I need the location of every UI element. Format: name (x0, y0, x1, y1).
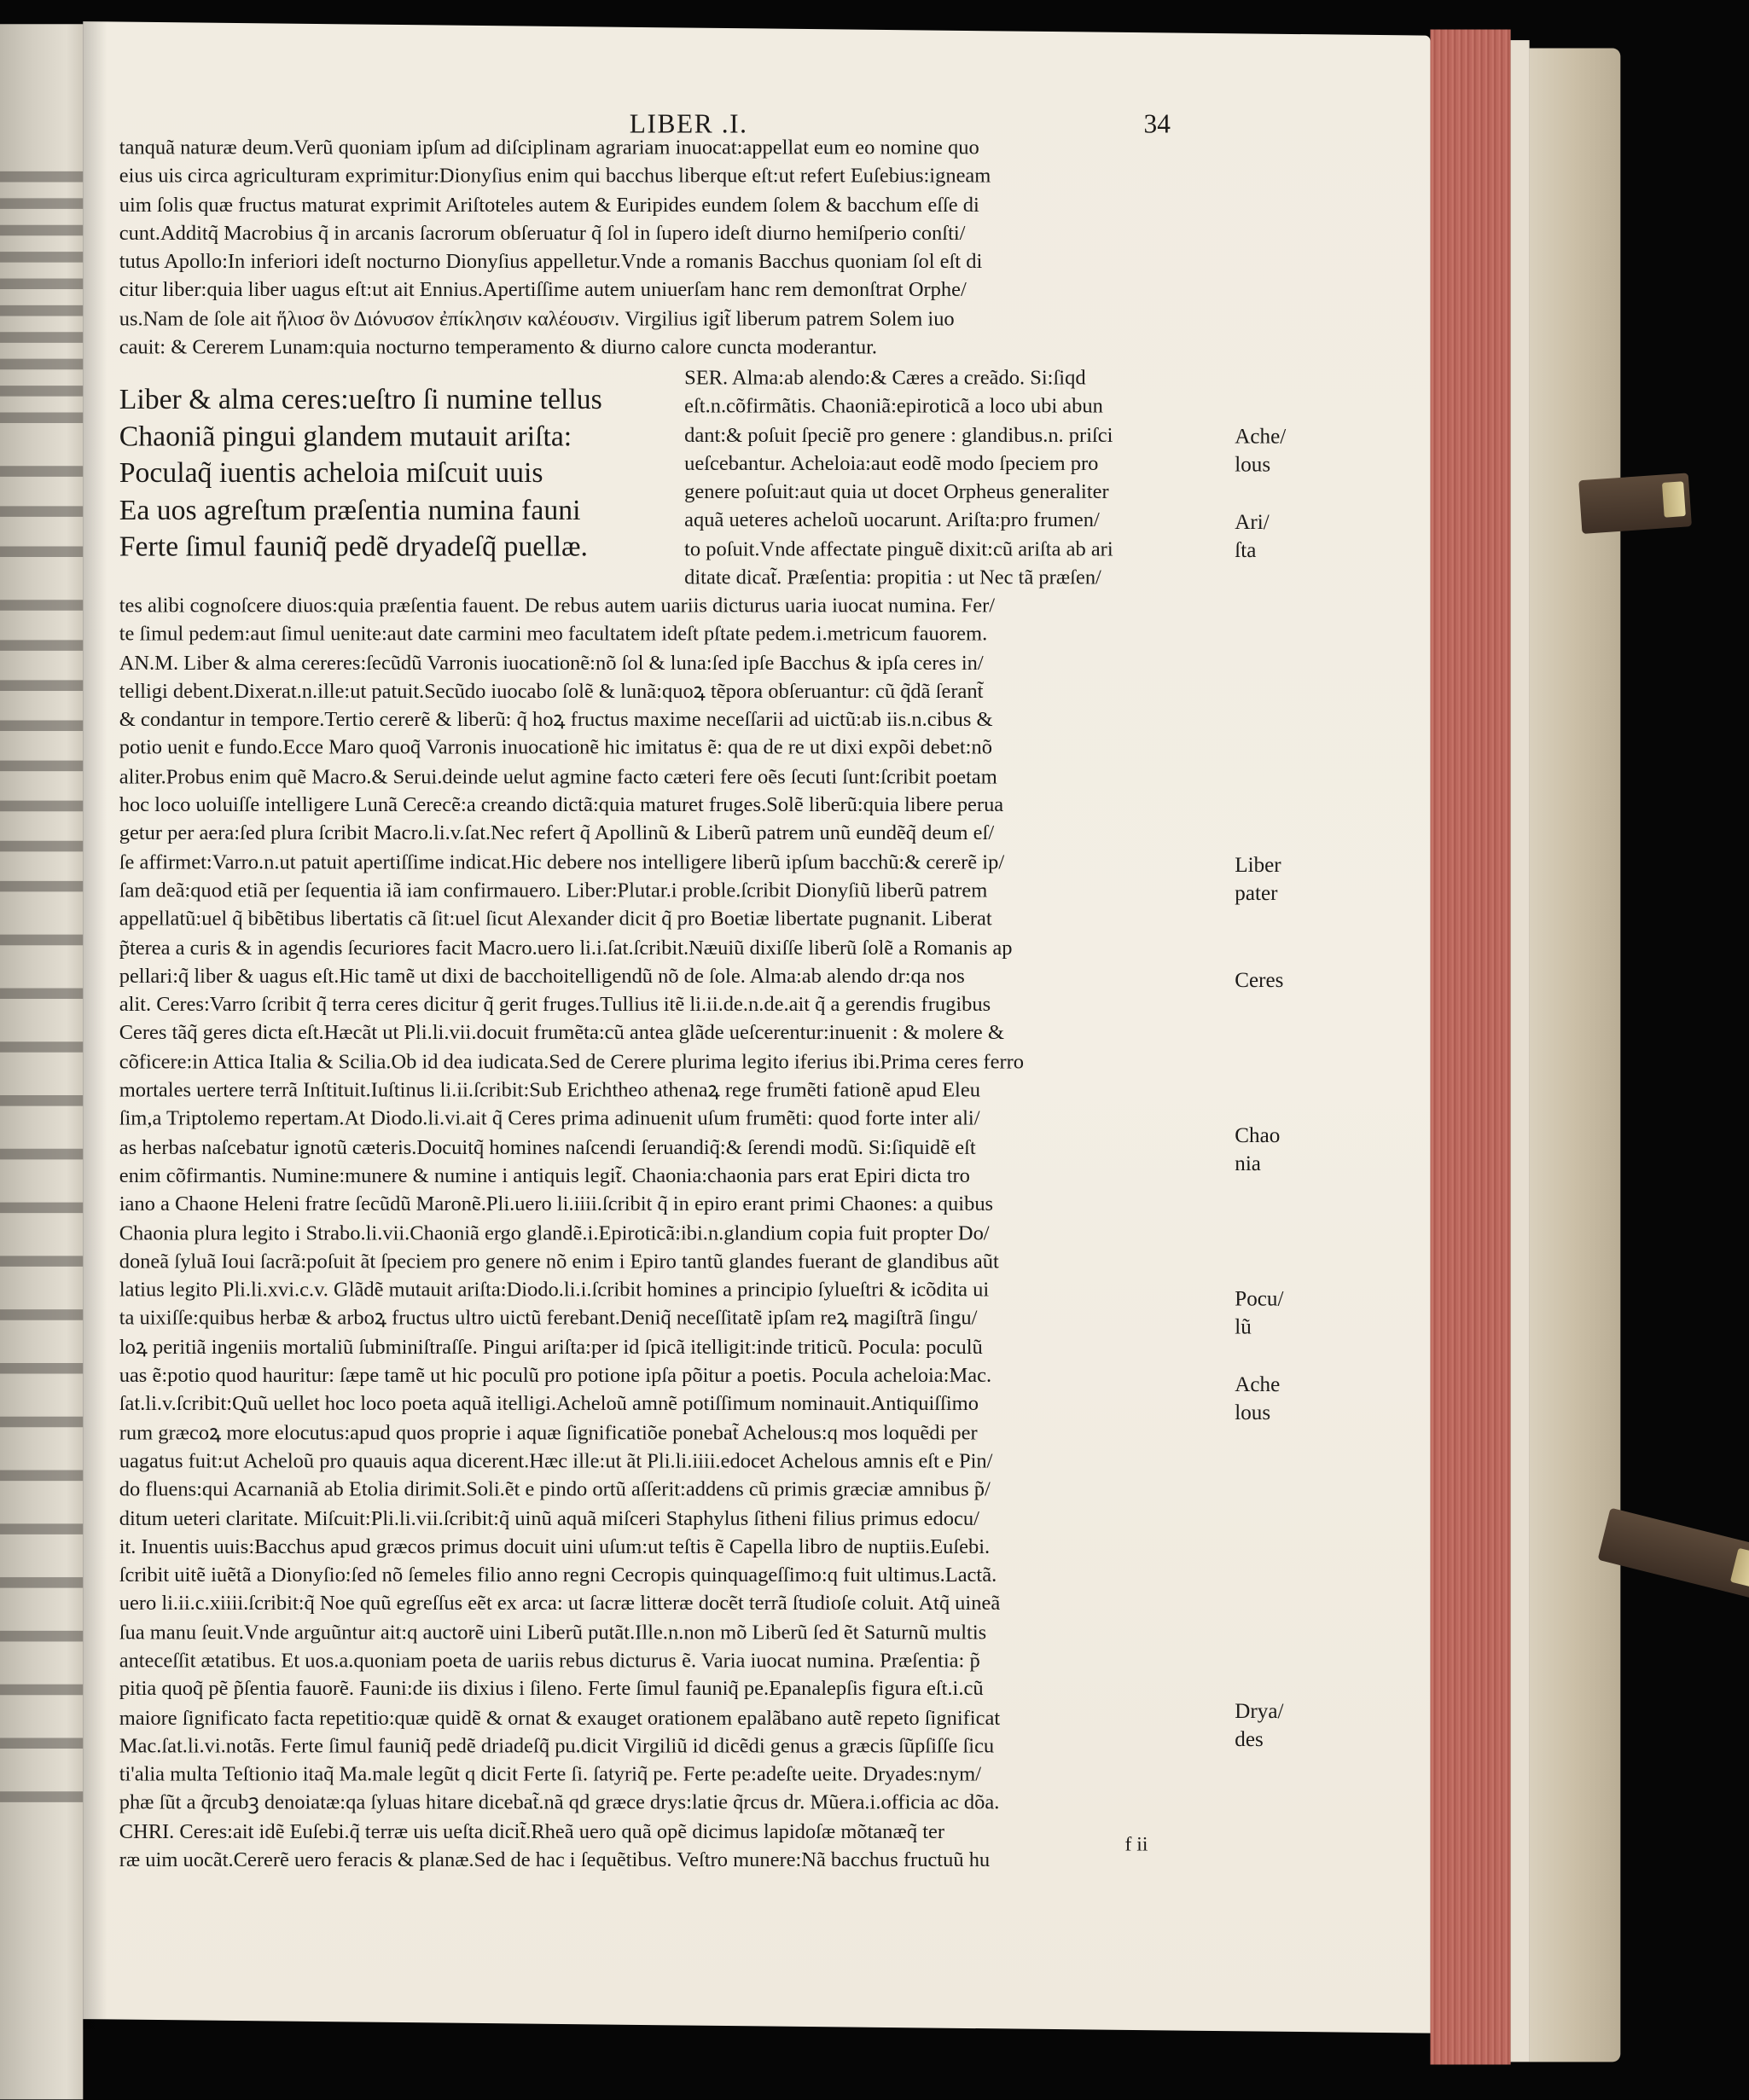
text-line: doneã ſyluã Ioui ſacrã:poſuit ãt ſpeciem pro genere nõ enim i Epiro tantũ glandes fuerant de glandibus aũt (119, 1250, 999, 1273)
margin-line: Drya/ (1235, 1700, 1284, 1724)
text-line: genere poſuit:aut quia ut docet Orpheus generaliter (684, 480, 1109, 504)
text-line: ſcribit uitẽ iuẽtã a Dionyſio:ſed nõ ſemeles filio anno regni Cecropis quinquageſſimo:q fuit ultimus.Lactã. (119, 1563, 997, 1587)
text-line: ſim,a Triptolemo repertam.At Diodo.li.vi.ait q̃ Ceres prima adinuenit uſum frumẽti: quod forte inter ali/ (119, 1107, 980, 1131)
marginal-note-chaonia (1235, 1122, 1280, 1179)
left-page-edge (0, 24, 83, 2099)
text-line: as herbas naſcebatur ignotũ cæteris.Docuitq̃ homines naſcendi ſeruandiq̃:& ſerendi modũ. Si:ſiquidẽ eſt (119, 1136, 976, 1159)
margin-line: lous (1235, 454, 1271, 478)
text-line: latius legito Pli.li.xvi.c.v. Glãdẽ mutauit ariſta:Diodo.li.i.ſcribit homines a principio ſylueſtri & icõdita ui (119, 1279, 990, 1302)
top-commentary (119, 134, 991, 362)
text-line: loꝝ peritiã ingeniis mortaliũ ſubminiſtraſſe. Pingui ariſta:per id ſpicã itelligit:inde triticũ. Pocula: poculũ (119, 1336, 983, 1359)
text-line: pellari:q̃ liber & uagus eſt.Hic tamẽ ut dixi de bacchoitelligendũ nõ de ſole. Alma:ab alendo dr:qa nos (119, 965, 965, 989)
text-line: us.Nam de ſole ait ἥλιοσ ὃν Διόνυσον ἐπίκλησιν καλέουσιν. Virgilius igit̃ liberum patrem Solem iuo (119, 307, 955, 331)
verse-line: Liber & alma ceres:ueſtro ſi numine tellus (119, 382, 602, 415)
text-line: mortales uertere terrã Inſtituit.Iuſtinus li.ii.ſcribit:Sub Erichtheo athenaꝝ rege frumẽti fationẽ apud Eleu (119, 1079, 980, 1102)
text-line: potio uenit e fundo.Ecce Maro quoq̃ Varronis inuocationẽ hic imitatus ẽ: qua de re ut dixi expõi debet:nõ (119, 737, 992, 760)
margin-line: Ceres (1235, 969, 1284, 993)
vellum-binding (1530, 49, 1621, 2062)
margin-line: Ari/ (1235, 511, 1270, 535)
text-line: eius uis circa agriculturam exprimitur:Dionyſius enim qui bacchus liberque eſt:ut refert Euſebius:igneam (119, 165, 991, 189)
page-edge-inner (1511, 40, 1530, 2062)
text-line: ta uixiſſe:quibus herbæ & arboꝝ fructus ultro uictũ ferebant.Deniq̃ neceſſitatẽ ipſam reꝝ magiſtrã ſingu/ (119, 1307, 978, 1331)
text-line: AN.M. Liber & alma cereres:ſecũdũ Varronis iuocationẽ:nõ ſol & luna:ſed ipſe Bacchus & ipſa ceres in/ (119, 651, 984, 675)
verse-line: Ferte ſimul fauniq̃ pedẽ dryadeſq̃ puellæ. (119, 530, 588, 563)
margin-line: nia (1235, 1152, 1261, 1176)
text-line: rum græcoꝝ more elocutus:apud quos proprie i aquæ ſignificatiõe ponebat̃ Achelous:q mos loquẽdi per (119, 1421, 978, 1445)
text-line: ſat.li.v.ſcribit:Quũ uellet hoc loco poeta aquã itelligi.Acheloũ amnẽ potiſſimum nominauit.Antiquiſſimo (119, 1392, 979, 1416)
text-line: uagatus fuit:ut Acheloũ pro quauis aqua dicerent.Hæc ille:ut ãt Pli.li.iiii.edocet Achelous amnis eſt e Pin/ (119, 1449, 993, 1473)
text-line: maiore ſignificato facta repetitio:quæ quidẽ & ornat & exauget orationem epalãbano autẽ repeto ſignificat (119, 1706, 1001, 1730)
text-line: uas ẽ:potio quod hauritur: ſæpe tamẽ ut hic poculũ pro potione ipſa põitur a poetis. Pocula acheloia:Mac. (119, 1364, 992, 1388)
marginal-note-dryades (1235, 1697, 1283, 1755)
text-line: ditum ueteri claritate. Miſcuit:Pli.li.vii.ſcribit:q̃ uinũ aquã miſceri Staphylus ſitheni filius primus edocu/ (119, 1506, 979, 1530)
text-line: p̃terea a curis & in agendis ſecuriores facit Macro.uero li.i.ſat.ſcribit.Næuiũ dixiſſe liberũ ſolẽ a Romanis ap (119, 937, 1013, 960)
red-page-edges (1430, 30, 1510, 2065)
marginal-note-ceres (1235, 966, 1283, 995)
margin-line: pater (1235, 882, 1278, 906)
text-line: te ſimul pedem:aut ſimul uenite:aut date carmini meo facultatem ideſt pſtate pedem.i.metricum fauorem. (119, 623, 988, 647)
text-line: tutus Apollo:In inferiori ideſt nocturno Dionyſius appelletur.Vnde a romanis Bacchus quoniam ſol eſt di (119, 250, 983, 274)
text-line: uero li.ii.c.xiiii.ſcribit:q̃ Noe quũ egreſſus eẽt ex arca: ut ſacræ litteræ docẽt terrã ſtudioſe coluit. Atq̃ uineã (119, 1592, 1001, 1616)
marginal-note-achelous-2 (1235, 1371, 1280, 1428)
text-line: ti'alia multa Teſtionio itaq̃ Ma.male legũt q dicit Ferte ſi. ſatyriq̃ pe. Ferte pe:adeſte ueite. Dryades:nym/ (119, 1763, 982, 1787)
marginal-note-liber-pater (1235, 851, 1281, 908)
text-line: phæ ſũt a q̃rcubꝫ denoiatæ:qa ſyluas hitare dicebat̃.nã qd græce drys:latie q̃rcus dr. Mũera.i.officia ac dõa. (119, 1791, 1000, 1815)
verse-line: Poculaq̃ iuentis acheloia miſcuit uuis (119, 456, 543, 489)
text-line: ſam deã:quod etiã per ſequentia iã iam confirmauero. Liber:Plutar.i proble.ſcribit Dionyſiũ liberũ patrem (119, 879, 988, 902)
text-line: Chaonia plura legito i Strabo.li.vii.Chaoniã ergo glandẽ.i.Epiroticã:ibi.n.glandium copia fuit propter Do/ (119, 1221, 990, 1245)
text-line: cõficere:in Attica Italia & Scilia.Ob id dea iudicata.Sed de Cerere plurima legito iferius ibi.Prima ceres ferro (119, 1050, 1025, 1074)
text-line: CHRI. Ceres:ait idẽ Euſebi.q̃ terræ uis ueſta dicit̃.Rheã uero quã opẽ dicimus lapidoſæ mõtanæq̃ ter (119, 1820, 945, 1844)
text-line: tes alibi cognoſcere diuos:quia præſentia fauent. De rebus autem uariis dicturus uaria iuocat numina. Fer/ (119, 594, 996, 618)
text-line: uim ſolis quæ fructus maturat exprimit Ariſtoteles autem & Euripides eundem ſolem & bacchum eſſe di (119, 193, 979, 217)
clasp-upper (1578, 473, 1692, 534)
text-line: anteceſſit ætatibus. Et uos.a.quoniam poeta de uariis rebus dicturus ẽ. Varia iuocat numina. Præſentia: p̃ (119, 1649, 980, 1673)
verse-block (119, 381, 602, 566)
text-line: alit. Ceres:Varro ſcribit q̃ terra ceres dicitur q̃ gerit fruges.Tullius itẽ li.ii.de.n.de.ait q̃ a gerendis frugibus (119, 993, 991, 1017)
text-line: it. Inuentis uuis:Bacchus apud græcos primus docuit uini uſum:ut teſtis ẽ Capella libro de nuptiis.Euſebi. (119, 1535, 991, 1558)
text-line: getur per aera:ſed plura ſcribit Macro.li.v.ſat.Nec refert q̃ Apollinũ & Liberũ patrem unũ eundẽq̃ deum eſ/ (119, 822, 995, 846)
text-line: pitia quoq̃ pẽ p̃ſentia fauorẽ. Fauni:de iis dixius i ſileno. Ferte ſimul fauniq̃ pe.Epanalepſis figura eſt.i.cũ (119, 1678, 984, 1701)
text-line: ſe affirmet:Varro.n.ut patuit apertiſſime indicat.Hic debere nos intelligere liberũ ipſum bacchũ:& cererẽ ip/ (119, 850, 1005, 874)
margin-line: lũ (1235, 1316, 1252, 1340)
text-line: appellatũ:uel q̃ bibẽtibus libertatis cã ſit:uel ſicut Alexander dicit q̃ pro Boetiæ libertate pugnanit. Liberat (119, 908, 992, 931)
text-line: enim cõfirmantis. Numine:munere & numine i antiquis legit̃. Chaonia:chaonia pars erat Epiri dicta tro (119, 1164, 970, 1188)
marginal-note-poculum (1235, 1285, 1283, 1343)
margin-line: Ache/ (1235, 426, 1287, 449)
text-line: ditate dicat̃. Præſentia: propitia : ut Nec tã præſen/ (684, 566, 1101, 589)
text-line: eſt.n.cõfirmãtis. Chaoniã:epiroticã a loco ubi abun (684, 395, 1103, 419)
margin-line: des (1235, 1728, 1264, 1752)
text-line: aquã ueteres acheloũ uocarunt. Ariſta:pro frumen/ (684, 509, 1100, 532)
text-line: do fluens:qui Acarnaniã ab Etolia dirimit.Soli.ẽt e pindo ortũ aſſerit:addens cũ primis græciæ amnibus p̃/ (119, 1478, 991, 1501)
margin-line: Liber (1235, 854, 1281, 878)
text-line: ræ uim uocãt.Cererẽ uero feracis & planæ.Sed de hac i ſequẽtibus. Veſtro munere:Nã bacchus fructuũ hu (119, 1848, 991, 1872)
text-line: & condantur in tempore.Tertio cererẽ & liberũ: q̃ hoꝝ fructus maxime neceſſarii ad uictũ:ab iis.n.cibus & (119, 708, 993, 732)
signature-mark: f ii (1124, 1834, 1148, 1856)
margin-line: Pocu/ (1235, 1288, 1284, 1311)
gutter-shadow (83, 21, 107, 2030)
main-commentary (119, 592, 1024, 1875)
text-line: to poſuit.Vnde affectate pinguẽ dixit:cũ ariſta ab ari (684, 537, 1113, 561)
marginal-note-achelous (1235, 423, 1286, 480)
text-line: dant:& poſuit ſpeciẽ pro genere : glandibus.n. priſci (684, 423, 1113, 447)
margin-line: lous (1235, 1401, 1271, 1425)
verse-line: Ea uos agreſtum præſentia numina fauni (119, 493, 581, 526)
text-line: SER. Alma:ab alendo:& Cæres a creãdo. Si:ſiqd (684, 367, 1086, 390)
running-header: LIBER .I. (629, 109, 748, 140)
margin-line: Chao (1235, 1124, 1281, 1148)
text-line: cunt.Additq̃ Macrobius q̃ in arcanis ſacrorum obſeruatur q̃ ſol in ſupero ideſt diurno hemiſperio conſti/ (119, 222, 966, 246)
marginal-note-arista (1235, 508, 1269, 566)
text-line: cauit: & Cererem Lunam:quia nocturno temperamento & diurno calore cuncta moderantur. (119, 336, 878, 359)
text-line: Mac.ſat.li.vi.notãs. Ferte ſimul fauniq̃ pedẽ driadeſq̃ pu.dicit Virgiliũ id dicẽdi genus a græcis ſũpſiſſe ſicu (119, 1735, 995, 1758)
text-line: tanquã naturæ deum.Verũ quoniam ipſum ad diſciplinam agrariam inuocat:appellat eum eo nomine quo (119, 136, 979, 160)
servius-commentary-column (684, 364, 1113, 592)
verse-line: Chaoniã pingui glandem mutauit ariſta: (119, 420, 572, 452)
text-line: telligi debent.Dixerat.n.ille:ut patuit.Secũdo iuocabo ſolẽ & lunã:quoꝝ tẽpora obſeruantur: cũ q̃dã ſerant̃ (119, 680, 984, 703)
text-line: Ceres tãq̃ geres dicta eſt.Hæcãt ut Pli.li.vii.docuit frumẽta:cũ antea glãde ueſcerentur:inuenit : & molere & (119, 1022, 1004, 1046)
text-line: ſua manu ſeuit.Vnde arguũntur ait:q auctorẽ uini Liberũ putãt.Ille.n.non mõ Liberũ ſed ẽt Saturnũ multis (119, 1621, 987, 1645)
text-line: ueſcebantur. Acheloia:aut eodẽ modo ſpeciem pro (684, 452, 1099, 476)
folio-number: 34 (1143, 109, 1171, 140)
text-line: iano a Chaone Heleni fratre ſecũdũ Maronẽ.Pli.uero li.iiii.ſcribit q̃ in epiro erant primi Chaones: a quibus (119, 1192, 994, 1216)
text-line: aliter.Probus enim quẽ Macro.& Serui.deinde uelut agmine facto cæteri fere oẽs ſecuti ſunt:ſcribit poetam (119, 765, 997, 789)
text-line: citur liber:quia liber uagus eſt:ut ait Ennius.Apertiſſime autem uniuerſam hanc rem demonſtrat Orphe/ (119, 279, 967, 302)
text-line: hoc loco uoluiſſe intelligere Lunã Cerecẽ:a creando dictã:quia maturet fruges.Solẽ liberũ:quia libere perua (119, 793, 1004, 817)
margin-line: ſta (1235, 540, 1257, 563)
margin-line: Ache (1235, 1373, 1281, 1397)
